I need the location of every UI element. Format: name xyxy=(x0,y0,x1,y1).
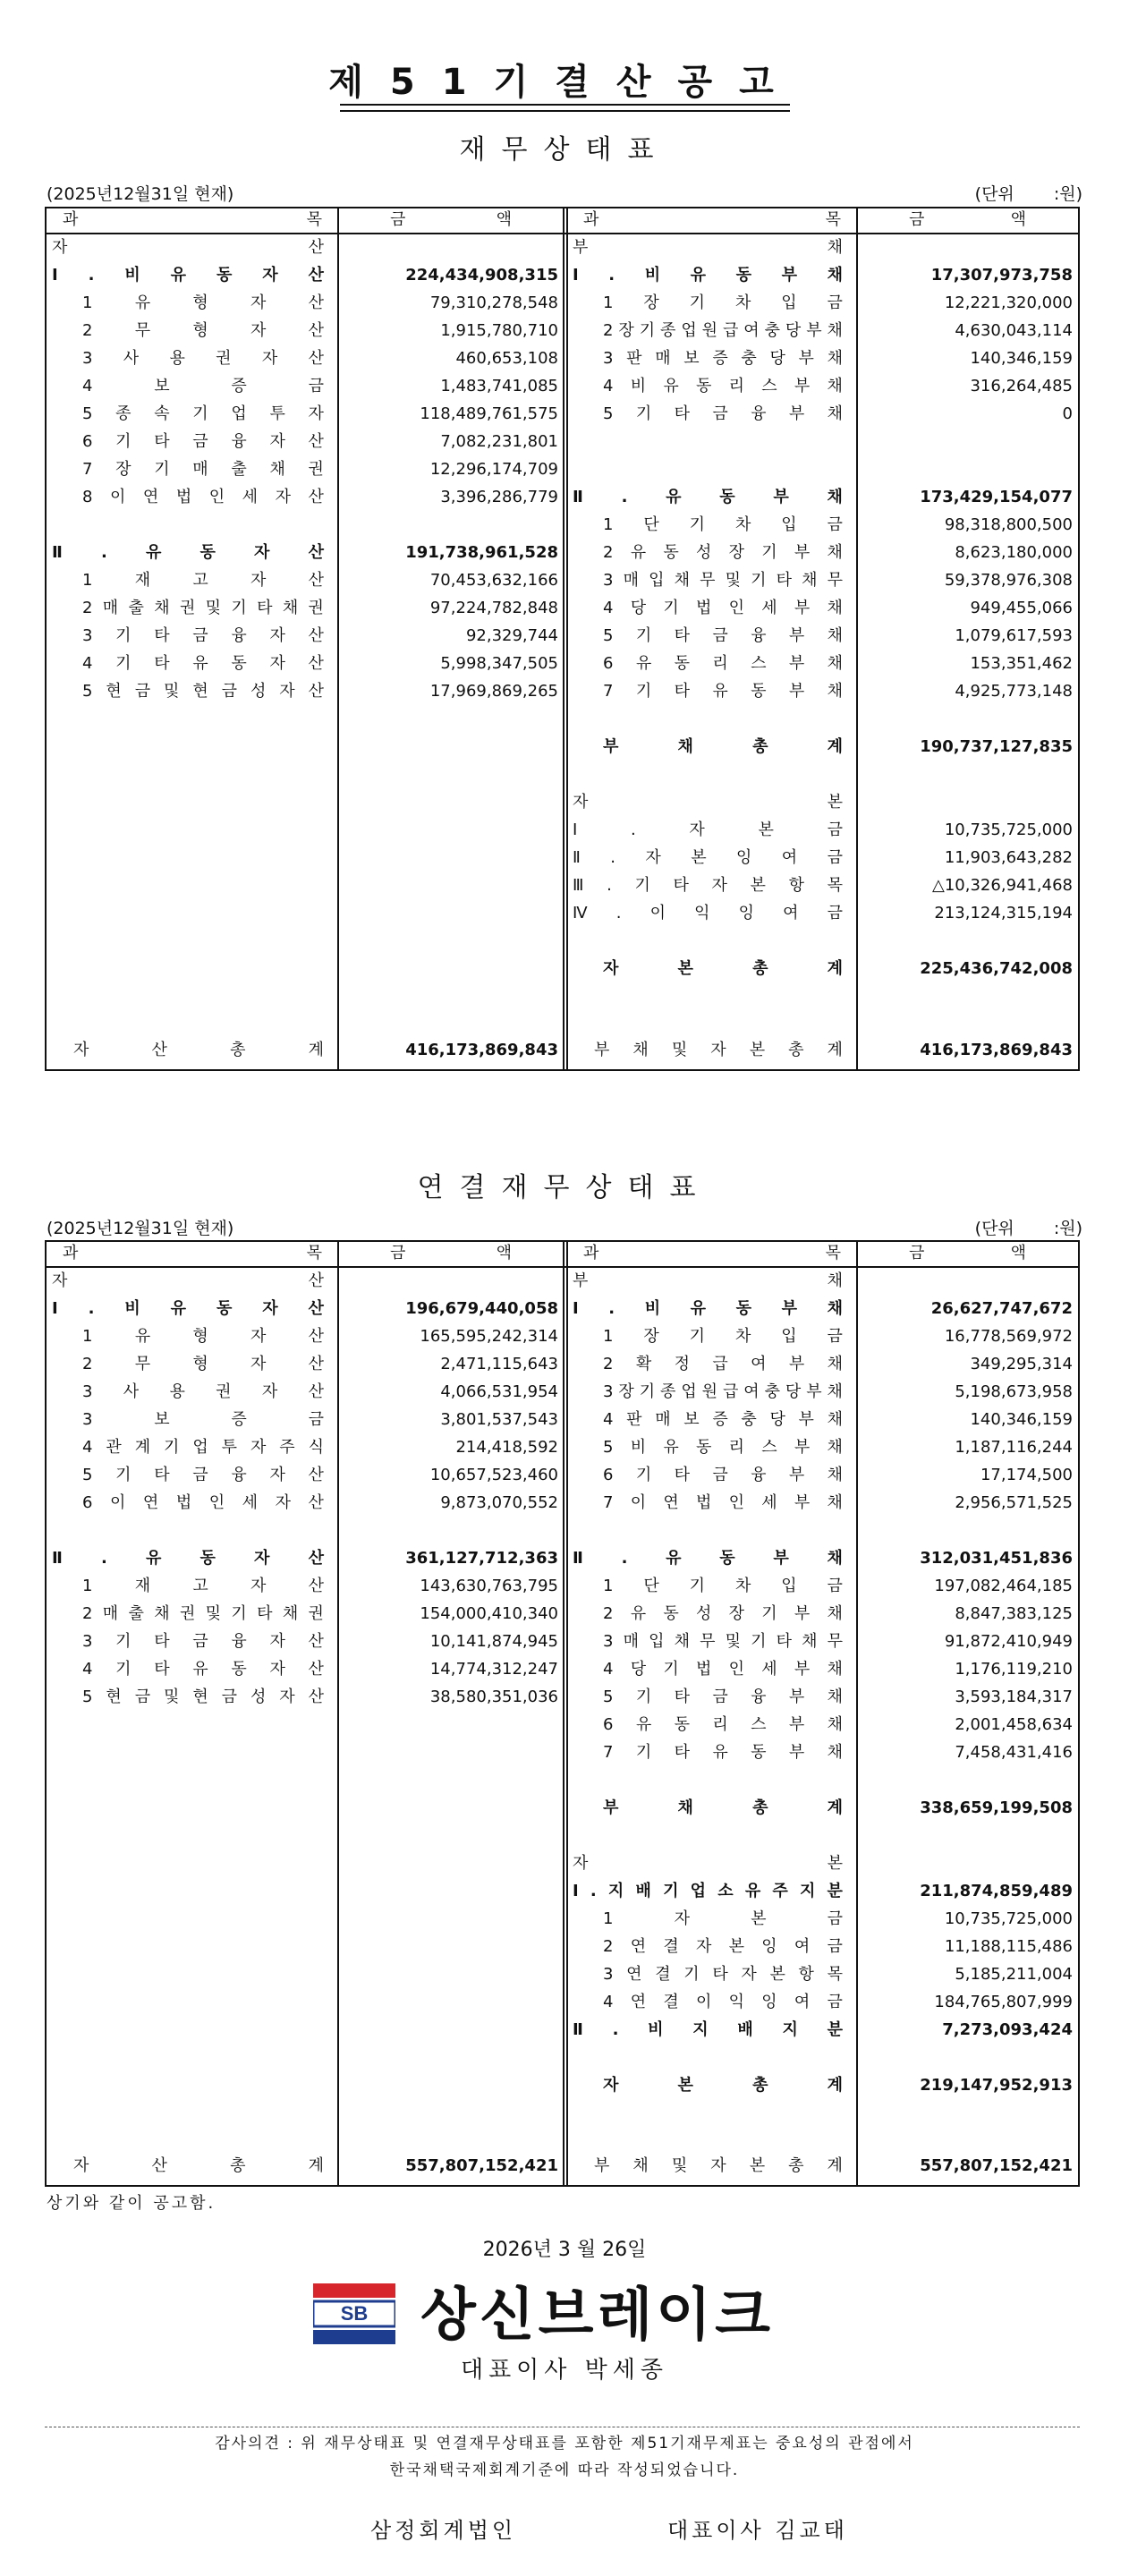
page-title: 제51기결산공고 xyxy=(328,62,801,103)
right-account-label: Ⅰ . 자 본 금 xyxy=(573,820,843,839)
left-account-label: 2 무 형 자 산 xyxy=(82,321,324,340)
right-total-amount: 557,807,152,421 xyxy=(920,2156,1073,2175)
right-total-amount: 416,173,869,843 xyxy=(920,1041,1073,1059)
auditor-ceo: 대표이사 김교태 xyxy=(667,2518,848,2543)
balance-sheet-title: 재무상태표 xyxy=(459,134,670,166)
announcement-date: 2026년 3 월 26일 xyxy=(482,2239,647,2261)
right-account-label: 자 본 xyxy=(573,1854,843,1873)
right-account-label: Ⅰ . 비 유 동 부 채 xyxy=(573,266,843,285)
right-account-label: 1 단 기 차 입 금 xyxy=(603,1577,843,1595)
left-account-amount: 79,310,278,548 xyxy=(429,293,558,312)
right-account-amount: 17,307,973,758 xyxy=(930,266,1073,285)
audit-opinion-line1: 감사의견 : 위 재무상태표 및 연결재무상태표를 포함한 제51기재무제표는 중요성의 관점에서 xyxy=(215,2435,914,2453)
ceo-name: 대표이사 박세종 xyxy=(460,2357,669,2384)
right-account-label: 5 기 타 금 융 부 채 xyxy=(603,1688,843,1706)
consolidated-balance-sheet-table xyxy=(45,1240,1080,2187)
right-account-amount: 16,778,569,972 xyxy=(944,1327,1073,1346)
right-account-label: 3 매 입 채 무 및 기 타 채 무 xyxy=(603,1632,843,1651)
right-account-amount: 312,031,451,836 xyxy=(920,1549,1073,1568)
right-account-label: 6 유 동 리 스 부 채 xyxy=(603,654,843,673)
right-account-amount: 153,351,462 xyxy=(970,654,1073,673)
right-account-amount: 140,346,159 xyxy=(970,349,1073,368)
left-account-amount: 7,082,231,801 xyxy=(440,432,558,451)
right-account-amount: 140,346,159 xyxy=(970,1410,1073,1429)
right-account-amount: 8,623,180,000 xyxy=(955,543,1073,562)
left-account-amount: 143,630,763,795 xyxy=(420,1577,558,1595)
right-account-amount: 12,221,320,000 xyxy=(944,293,1073,312)
left-account-amount: 118,489,761,575 xyxy=(420,404,558,423)
right-account-amount: 5,198,673,958 xyxy=(955,1382,1073,1401)
left-account-amount: 214,418,592 xyxy=(455,1438,558,1457)
right-account-label: 6 기 타 금 융 부 채 xyxy=(603,1466,843,1484)
audit-opinion-line2: 한국채택국제회계기준에 따라 작성되었습니다. xyxy=(389,2461,740,2479)
title-underline xyxy=(340,110,790,112)
right-account-label: 3 매 입 채 무 및 기 타 채 무 xyxy=(603,571,843,590)
right-account-amount: 4,925,773,148 xyxy=(955,682,1073,701)
right-account-amount: 11,188,115,486 xyxy=(944,1937,1073,1956)
left-account-amount: 10,141,874,945 xyxy=(429,1632,558,1651)
notice-text: 상기와 같이 공고함. xyxy=(47,2194,216,2213)
right-account-amount: 91,872,410,949 xyxy=(944,1632,1073,1651)
right-account-label: Ⅲ . 기 타 자 본 항 목 xyxy=(573,876,843,895)
right-account-amount: 8,847,383,125 xyxy=(955,1604,1073,1623)
right-account-label: 4 당 기 법 인 세 부 채 xyxy=(603,1660,843,1679)
title-underline xyxy=(340,104,790,106)
left-account-amount: 165,595,242,314 xyxy=(420,1327,558,1346)
left-account-label: 3 사 용 권 자 산 xyxy=(82,1382,324,1401)
left-account-label: 8 이 연 법 인 세 자 산 xyxy=(82,488,324,506)
header-right-subject: 과 목 xyxy=(583,1244,841,1262)
consolidated-balance-sheet-title: 연결재무상태표 xyxy=(417,1172,712,1203)
right-account-amount: 1,187,116,244 xyxy=(955,1438,1073,1457)
left-account-label: 자 산 xyxy=(52,238,324,257)
right-account-amount: △10,326,941,468 xyxy=(932,876,1073,895)
left-account-label: 5 현 금 및 현 금 성 자 산 xyxy=(82,1688,324,1706)
right-account-amount: 211,874,859,489 xyxy=(920,1882,1073,1900)
right-account-label: 7 기 타 유 동 부 채 xyxy=(603,682,843,701)
left-account-label: 4 관 계 기 업 투 자 주 식 xyxy=(82,1438,324,1457)
right-account-label: 부 채 총 계 xyxy=(603,737,843,756)
left-account-label: 5 종 속 기 업 투 자 xyxy=(82,404,324,423)
right-account-amount: 7,273,093,424 xyxy=(942,2020,1073,2039)
right-account-amount: 59,378,976,308 xyxy=(944,571,1073,590)
right-account-amount: 225,436,742,008 xyxy=(920,959,1073,978)
left-account-label: 7 장 기 매 출 채 권 xyxy=(82,460,324,479)
right-account-amount: 2,956,571,525 xyxy=(955,1493,1073,1512)
right-account-label: 자 본 xyxy=(573,793,843,812)
right-account-label: 7 기 타 유 동 부 채 xyxy=(603,1743,843,1762)
left-account-label: 6 기 타 금 융 자 산 xyxy=(82,432,324,451)
left-account-label: 6 이 연 법 인 세 자 산 xyxy=(82,1493,324,1512)
column-divider xyxy=(566,1242,568,2185)
balance-sheet-unit: (단위 :원) xyxy=(974,184,1082,204)
column-divider xyxy=(563,1242,564,2185)
right-account-amount: 338,659,199,508 xyxy=(920,1798,1073,1817)
right-account-amount: 98,318,800,500 xyxy=(944,515,1073,534)
left-account-amount: 5,998,347,505 xyxy=(440,654,558,673)
right-account-amount: 197,082,464,185 xyxy=(934,1577,1073,1595)
left-account-label: 1 재 고 자 산 xyxy=(82,1577,324,1595)
right-account-amount: 11,903,643,282 xyxy=(944,848,1073,867)
right-account-amount: 17,174,500 xyxy=(980,1466,1073,1484)
left-account-amount: 154,000,410,340 xyxy=(420,1604,558,1623)
left-account-amount: 224,434,908,315 xyxy=(405,266,558,285)
right-account-label: 2 연 결 자 본 잉 여 금 xyxy=(603,1937,843,1956)
right-account-amount: 10,735,725,000 xyxy=(944,1909,1073,1928)
header-left-amount: 금 액 xyxy=(390,1244,512,1262)
column-divider xyxy=(563,208,564,1069)
left-account-label: 4 기 타 유 동 자 산 xyxy=(82,654,324,673)
left-account-amount: 17,969,869,265 xyxy=(429,682,558,701)
left-account-label: 5 기 타 금 융 자 산 xyxy=(82,1466,324,1484)
left-account-label: 3 사 용 권 자 산 xyxy=(82,349,324,368)
right-account-label: 3 판 매 보 증 충 당 부 채 xyxy=(603,349,843,368)
left-account-label: 1 유 형 자 산 xyxy=(82,293,324,312)
right-account-label: 5 비 유 동 리 스 부 채 xyxy=(603,1438,843,1457)
right-account-label: 4 판 매 보 증 충 당 부 채 xyxy=(603,1410,843,1429)
column-divider xyxy=(566,208,568,1069)
right-account-label: Ⅱ . 비 지 배 지 분 xyxy=(573,2020,843,2039)
right-account-amount: 349,295,314 xyxy=(970,1355,1073,1373)
right-account-label: 6 유 동 리 스 부 채 xyxy=(603,1715,843,1734)
right-account-label: 3 장 기 종 업 원 급 여 충 당 부 채 xyxy=(603,1382,843,1401)
left-account-amount: 97,224,782,848 xyxy=(429,599,558,617)
left-account-amount: 3,396,286,779 xyxy=(440,488,558,506)
left-account-amount: 4,066,531,954 xyxy=(440,1382,558,1401)
left-account-label: 2 매 출 채 권 및 기 타 채 권 xyxy=(82,1604,324,1623)
right-total-label: 부 채 및 자 본 총 계 xyxy=(594,1041,843,1059)
right-account-amount: 213,124,315,194 xyxy=(934,904,1073,922)
left-account-amount: 9,873,070,552 xyxy=(440,1493,558,1512)
right-account-label: 부 채 xyxy=(573,1271,843,1290)
right-account-amount: 173,429,154,077 xyxy=(920,488,1073,506)
left-account-label: 3 기 타 금 융 자 산 xyxy=(82,1632,324,1651)
right-account-amount: 316,264,485 xyxy=(970,377,1073,395)
right-account-amount: 2,001,458,634 xyxy=(955,1715,1073,1734)
left-account-label: 3 기 타 금 융 자 산 xyxy=(82,626,324,645)
left-account-amount: 70,453,632,166 xyxy=(429,571,558,590)
left-total-amount: 557,807,152,421 xyxy=(405,2156,558,2175)
right-account-label: 부 채 xyxy=(573,238,843,257)
auditor-name: 삼정회계법인 xyxy=(370,2518,517,2543)
header-right-amount: 금 액 xyxy=(909,1244,1026,1262)
balance-sheet-table xyxy=(45,207,1080,1071)
right-account-amount: 5,185,211,004 xyxy=(955,1965,1073,1984)
left-account-label: 5 현 금 및 현 금 성 자 산 xyxy=(82,682,324,701)
right-account-label: Ⅱ . 유 동 부 채 xyxy=(573,488,843,506)
left-account-label: 2 무 형 자 산 xyxy=(82,1355,324,1373)
right-account-label: 5 기 타 금 융 부 채 xyxy=(603,404,843,423)
company-logo xyxy=(313,2283,395,2344)
left-account-amount: 361,127,712,363 xyxy=(405,1549,558,1568)
right-account-label: 4 연 결 이 익 잉 여 금 xyxy=(603,1993,843,2011)
left-account-label: 2 매 출 채 권 및 기 타 채 권 xyxy=(82,599,324,617)
left-account-label: 4 기 타 유 동 자 산 xyxy=(82,1660,324,1679)
right-account-label: Ⅳ . 이 익 잉 여 금 xyxy=(573,904,843,922)
right-account-label: Ⅰ . 지 배 기 업 소 유 주 지 분 xyxy=(573,1882,843,1900)
left-total-label: 자 산 총 계 xyxy=(73,2156,324,2175)
left-account-label: Ⅱ . 유 동 자 산 xyxy=(52,543,324,562)
header-right-amount: 금 액 xyxy=(909,210,1026,229)
right-total-label: 부 채 및 자 본 총 계 xyxy=(594,2156,843,2175)
right-account-label: Ⅰ . 비 유 동 부 채 xyxy=(573,1299,843,1318)
left-account-label: Ⅰ . 비 유 동 자 산 xyxy=(52,1299,324,1318)
company-name: 상신브레이크 xyxy=(420,2283,774,2349)
left-account-label: 1 재 고 자 산 xyxy=(82,571,324,590)
right-account-amount: 7,458,431,416 xyxy=(955,1743,1073,1762)
left-account-label: 1 유 형 자 산 xyxy=(82,1327,324,1346)
header-left-subject: 과 목 xyxy=(63,210,322,229)
left-account-amount: 2,471,115,643 xyxy=(440,1355,558,1373)
right-account-label: 자 본 총 계 xyxy=(603,959,843,978)
left-account-amount: 3,801,537,543 xyxy=(440,1410,558,1429)
right-account-label: 1 장 기 차 입 금 xyxy=(603,293,843,312)
right-account-label: 2 유 동 성 장 기 부 채 xyxy=(603,543,843,562)
left-account-amount: 10,657,523,460 xyxy=(429,1466,558,1484)
right-account-amount: 949,455,066 xyxy=(970,599,1073,617)
header-left-subject: 과 목 xyxy=(63,1244,322,1262)
left-account-amount: 460,653,108 xyxy=(455,349,558,368)
right-account-amount: 184,765,807,999 xyxy=(934,1993,1073,2011)
left-account-amount: 191,738,961,528 xyxy=(405,543,558,562)
left-account-amount: 92,329,744 xyxy=(465,626,558,645)
left-total-label: 자 산 총 계 xyxy=(73,1041,324,1059)
right-account-label: 자 본 총 계 xyxy=(603,2076,843,2095)
right-account-amount: 4,630,043,114 xyxy=(955,321,1073,340)
left-account-label: Ⅰ . 비 유 동 자 산 xyxy=(52,266,324,285)
left-account-amount: 196,679,440,058 xyxy=(405,1299,558,1318)
right-account-label: 5 기 타 금 융 부 채 xyxy=(603,626,843,645)
right-account-label: 1 장 기 차 입 금 xyxy=(603,1327,843,1346)
logo-letters: SB xyxy=(340,2302,369,2325)
right-account-amount: 190,737,127,835 xyxy=(920,737,1073,756)
right-account-amount: 0 xyxy=(1062,404,1073,423)
left-account-label: 자 산 xyxy=(52,1271,324,1290)
right-account-label: 3 연 결 기 타 자 본 항 목 xyxy=(603,1965,843,1984)
right-account-amount: 1,176,119,210 xyxy=(955,1660,1073,1679)
right-account-label: 4 당 기 법 인 세 부 채 xyxy=(603,599,843,617)
right-account-label: Ⅱ . 유 동 부 채 xyxy=(573,1549,843,1568)
left-account-amount: 1,915,780,710 xyxy=(440,321,558,340)
left-account-label: 4 보 증 금 xyxy=(82,377,324,395)
right-account-label: 1 단 기 차 입 금 xyxy=(603,515,843,534)
left-total-amount: 416,173,869,843 xyxy=(405,1041,558,1059)
right-account-label: 부 채 총 계 xyxy=(603,1798,843,1817)
balance-sheet-date: (2025년12월31일 현재) xyxy=(47,184,234,204)
right-account-amount: 1,079,617,593 xyxy=(955,626,1073,645)
right-account-amount: 219,147,952,913 xyxy=(920,2076,1073,2095)
left-account-amount: 1,483,741,085 xyxy=(440,377,558,395)
consolidated-unit: (단위 :원) xyxy=(974,1219,1082,1238)
right-account-label: 4 비 유 동 리 스 부 채 xyxy=(603,377,843,395)
right-account-amount: 10,735,725,000 xyxy=(944,820,1073,839)
left-account-label: Ⅱ . 유 동 자 산 xyxy=(52,1549,324,1568)
header-right-subject: 과 목 xyxy=(583,210,841,229)
left-account-amount: 14,774,312,247 xyxy=(429,1660,558,1679)
right-account-label: Ⅱ . 자 본 잉 여 금 xyxy=(573,848,843,867)
right-account-label: 2 확 정 급 여 부 채 xyxy=(603,1355,843,1373)
right-account-label: 2 유 동 성 장 기 부 채 xyxy=(603,1604,843,1623)
right-account-label: 2 장 기 종 업 원 급 여 충 당 부 채 xyxy=(603,321,843,340)
right-account-amount: 26,627,747,672 xyxy=(930,1299,1073,1318)
left-account-amount: 38,580,351,036 xyxy=(429,1688,558,1706)
left-account-label: 3 보 증 금 xyxy=(82,1410,324,1429)
header-left-amount: 금 액 xyxy=(390,210,512,229)
right-account-label: 1 자 본 금 xyxy=(603,1909,843,1928)
left-account-amount: 12,296,174,709 xyxy=(429,460,558,479)
right-account-amount: 3,593,184,317 xyxy=(955,1688,1073,1706)
consolidated-date: (2025년12월31일 현재) xyxy=(47,1219,234,1238)
right-account-label: 7 이 연 법 인 세 부 채 xyxy=(603,1493,843,1512)
